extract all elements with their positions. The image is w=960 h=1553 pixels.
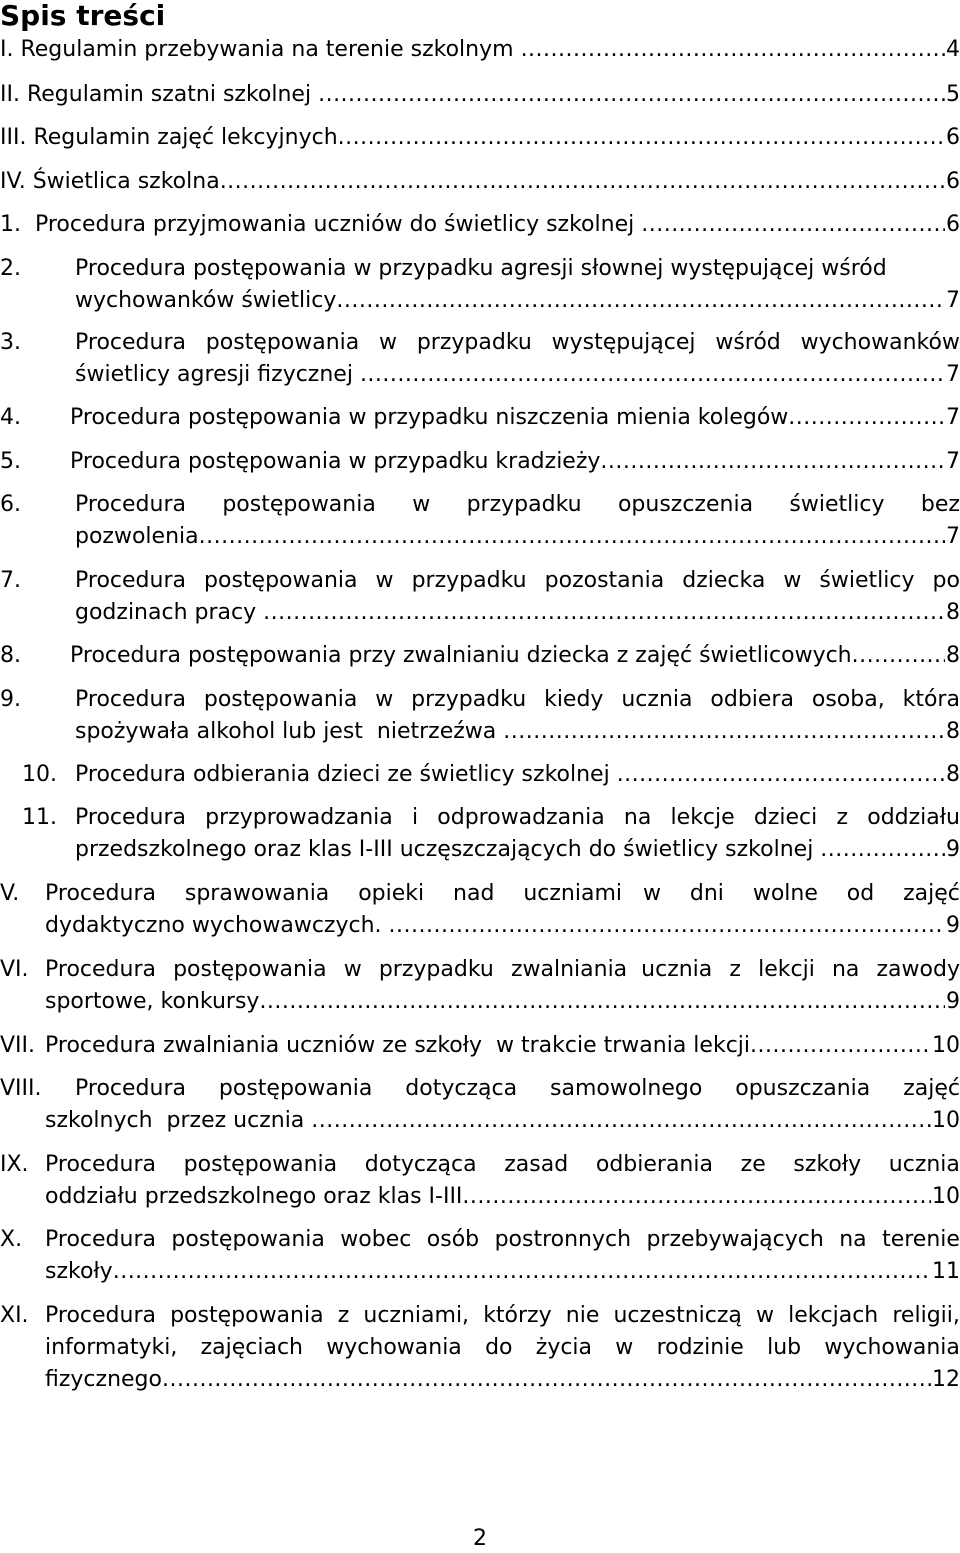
toc-entry-number: 4. <box>0 405 21 430</box>
dot-leader <box>462 1181 931 1213</box>
dot-leader <box>503 716 945 748</box>
toc-entry-text-cont: godzinach pracy <box>75 600 264 625</box>
toc-entry-text: Procedura odbierania dzieci ze świetlicy szkolnej <box>75 762 617 787</box>
toc-entry-number: 9. <box>0 687 21 712</box>
toc-entry-text-cont: szkoły <box>45 1259 113 1284</box>
toc-entry-text: Procedura postępowania w przypadku niszczenia mienia kolegów <box>70 405 789 430</box>
toc-entry-text-cont: spożywała alkohol lub jest nietrzeźwa <box>75 719 504 744</box>
toc-entry-number: 5. <box>0 449 21 474</box>
dot-leader <box>521 34 945 66</box>
toc-page-number: 10 <box>932 1184 960 1209</box>
toc-entry-number: VI. <box>0 957 29 982</box>
toc-page-number: 8 <box>946 719 960 744</box>
dot-leader <box>389 910 945 942</box>
toc-page-number: 9 <box>946 837 960 862</box>
toc-entry-text: Procedura postępowania w przypadku zwalniania ucznia z lekcji na zawody <box>45 957 960 982</box>
page-title: Spis treści <box>0 0 166 32</box>
dot-leader <box>617 759 945 791</box>
dot-leader <box>199 521 945 553</box>
toc-entry[interactable] <box>0 565 960 629</box>
page-number: 2 <box>473 1526 487 1551</box>
toc-entry-text: Procedura przyprowadzania i odprowadzania na lekcje dzieci z oddziału <box>75 805 960 830</box>
dot-leader <box>852 640 945 672</box>
toc-entry[interactable] <box>0 79 960 111</box>
toc-entry-number: 11. <box>22 805 57 830</box>
toc-page-number: 9 <box>946 989 960 1014</box>
toc-entry-text-cont: oddziału przedszkolnego oraz klas I-III <box>45 1184 463 1209</box>
toc-entry-text: I. Regulamin przebywania na terenie szkolnym <box>0 37 521 62</box>
dot-leader <box>336 285 945 317</box>
toc-entry-text-cont: przedszkolnego oraz klas I-III uczęszczających do świetlicy szkolnej <box>75 837 821 862</box>
toc-entry-text: Procedura postępowania z uczniami, którzy nie uczestniczą w lekcjach religii, <box>45 1303 960 1328</box>
toc-entry-number: 3. <box>0 330 21 355</box>
toc-entry-text-cont: dydaktyczno wychowawczych. <box>45 913 389 938</box>
toc-entry-text-cont: informatyki, zajęciach wychowania do życia w rodzinie lub wychowania <box>45 1335 960 1360</box>
toc-entry[interactable] <box>0 802 960 866</box>
toc-page-number: 5 <box>946 82 960 107</box>
toc-entry-number: VII. <box>0 1033 36 1058</box>
dot-leader <box>820 834 945 866</box>
toc-entry-text: II. Regulamin szatni szkolnej <box>0 82 319 107</box>
toc-entry[interactable] <box>0 878 960 942</box>
dot-leader <box>263 597 945 629</box>
toc-entry-text: Procedura zwalniania uczniów ze szkoły w trakcie trwania lekcji <box>45 1033 751 1058</box>
toc-entry[interactable] <box>0 34 960 66</box>
toc-entry[interactable] <box>0 1300 960 1396</box>
toc-entry-text-cont: wychowanków świetlicy <box>75 288 337 313</box>
toc-page-number: 10 <box>932 1108 960 1133</box>
dot-leader <box>750 1030 931 1062</box>
toc-page-number: 7 <box>946 524 960 549</box>
toc-entry-text-cont: sportowe, konkursy <box>45 989 260 1014</box>
toc-entry-number: XI. <box>0 1303 29 1328</box>
toc-entry-text: Procedura postępowania dotycząca zasad odbierania ze szkoły ucznia <box>45 1152 960 1177</box>
toc-page-number: 7 <box>946 449 960 474</box>
toc-entry-number: 10. <box>22 762 57 787</box>
dot-leader <box>318 79 945 111</box>
toc-entry-text: Procedura postępowania w przypadku agresji słownej występującej wśród <box>75 256 887 281</box>
toc-page-number: 7 <box>946 362 960 387</box>
toc-entry-number: 2. <box>0 256 21 281</box>
toc-entry-text: III. Regulamin zajęć lekcyjnych <box>0 125 338 150</box>
toc-entry[interactable] <box>0 684 960 748</box>
dot-leader <box>311 1105 931 1137</box>
dot-leader <box>641 209 945 241</box>
toc-page-number: 10 <box>932 1033 960 1058</box>
toc-entry-text-cont: fizycznego <box>45 1367 162 1392</box>
dot-leader <box>220 166 945 198</box>
dot-leader <box>113 1256 931 1288</box>
toc-entry-text-cont: świetlicy agresji fizycznej <box>75 362 360 387</box>
toc-entry-text: Procedura postępowania w przypadku występującej wśród wychowanków <box>75 330 960 355</box>
toc-entry[interactable] <box>0 402 960 434</box>
toc-page-number: 9 <box>946 913 960 938</box>
dot-leader <box>600 446 945 478</box>
toc-entry-text: Procedura postępowania przy zwalnianiu dziecka z zajęć świetlicowych <box>70 643 852 668</box>
dot-leader <box>360 359 945 391</box>
toc-entry-number: 7. <box>0 568 21 593</box>
toc-entry-text: Procedura sprawowania opieki nad uczniami w dni wolne od zajęć <box>45 881 960 906</box>
toc-entry-number: X. <box>0 1227 23 1252</box>
toc-entry-number: V. <box>0 881 20 906</box>
toc-entry-number: 8. <box>0 643 21 668</box>
toc-entry[interactable] <box>0 1224 960 1288</box>
toc-entry-text-cont: szkolnych przez ucznia <box>45 1108 312 1133</box>
toc-page-number: 6 <box>946 125 960 150</box>
dot-leader <box>162 1364 931 1396</box>
toc-entry-number: VIII. <box>0 1076 42 1101</box>
toc-page-number: 6 <box>946 212 960 237</box>
toc-page-number: 8 <box>946 600 960 625</box>
toc-entry[interactable] <box>0 253 960 317</box>
toc-page-number: 8 <box>946 762 960 787</box>
toc-entry-text-cont: pozwolenia <box>75 524 199 549</box>
toc-entry-text: Procedura postępowania wobec osób postronnych przebywających na terenie <box>45 1227 960 1252</box>
toc-entry[interactable] <box>0 759 960 791</box>
toc-entry[interactable] <box>0 1030 960 1062</box>
toc-entry[interactable] <box>0 1149 960 1213</box>
toc-entry-number: 6. <box>0 492 21 517</box>
toc-entry-text: Procedura postępowania dotycząca samowolnego opuszczania zajęć <box>75 1076 960 1101</box>
toc-entry[interactable] <box>0 640 960 672</box>
toc-page-number: 11 <box>932 1259 960 1284</box>
toc-page-number: 4 <box>946 37 960 62</box>
toc-entry[interactable] <box>0 209 960 241</box>
toc-entry-text: Procedura postępowania w przypadku opuszczenia świetlicy bez <box>75 492 960 517</box>
toc-page-number: 12 <box>932 1367 960 1392</box>
toc-page-number: 7 <box>946 288 960 313</box>
toc-entry[interactable] <box>0 166 960 198</box>
toc-entry[interactable] <box>0 446 960 478</box>
toc-entry[interactable] <box>0 954 960 1018</box>
toc-page-number: 6 <box>946 169 960 194</box>
toc-entry-text: Procedura postępowania w przypadku kradzieży <box>70 449 601 474</box>
toc-entry[interactable] <box>0 1073 960 1137</box>
toc-entry[interactable] <box>0 122 960 154</box>
toc-entry[interactable] <box>0 327 960 391</box>
toc-entry-text: Procedura postępowania w przypadku pozostania dziecka w świetlicy po <box>75 568 960 593</box>
dot-leader <box>259 986 945 1018</box>
toc-entry-text: 1. Procedura przyjmowania uczniów do świetlicy szkolnej <box>0 212 642 237</box>
dot-leader <box>788 402 945 434</box>
toc-entry-text: Procedura postępowania w przypadku kiedy ucznia odbiera osoba, która <box>75 687 960 712</box>
toc-entry[interactable] <box>0 489 960 553</box>
toc-page-number: 7 <box>946 405 960 430</box>
dot-leader <box>338 122 945 154</box>
toc-page-number: 8 <box>946 643 960 668</box>
toc-entry-text: IV. Świetlica szkolna <box>0 169 220 194</box>
toc-entry-number: IX. <box>0 1152 29 1177</box>
